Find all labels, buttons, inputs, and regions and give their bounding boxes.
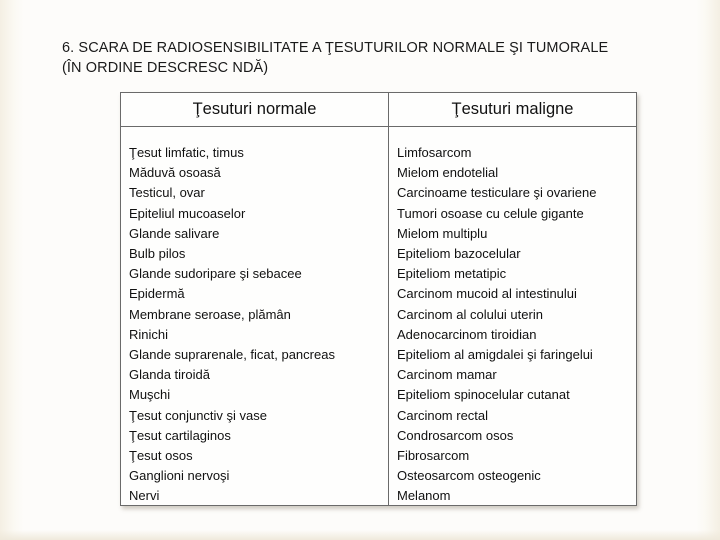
malignant-tissue-item: Melanom <box>397 488 451 504</box>
normal-tissue-item: Muşchi <box>129 387 171 403</box>
malignant-tissue-item: Carcinom mamar <box>397 367 497 383</box>
normal-tissue-item: Glande sudoripare şi sebacee <box>129 266 302 282</box>
malignant-tissue-item: Mielom multiplu <box>397 225 488 241</box>
malignant-tissues-list <box>389 127 636 507</box>
normal-tissues-column <box>121 93 389 505</box>
normal-tissue-item: Glande salivare <box>129 225 220 241</box>
malignant-tissue-item: Osteosarcom osteogenic <box>397 468 541 484</box>
malignant-tissue-item: Carcinoame testiculare şi ovariene <box>397 185 597 201</box>
slide-title <box>62 38 682 78</box>
malignant-tissue-item: Epiteliom bazocelular <box>397 246 521 262</box>
malignant-tissues-column <box>389 93 636 505</box>
malignant-tissue-item: Mielom endotelial <box>397 165 499 181</box>
normal-tissue-item: Glande suprarenale, ficat, pancreas <box>129 347 335 363</box>
normal-tissue-item: Nervi <box>129 488 160 504</box>
malignant-tissue-item: Carcinom mucoid al intestinului <box>397 286 577 302</box>
slide-title-line-1: 6. SCARA DE RADIOSENSIBILITATE A ŢESUTURILOR NORMALE ŞI TUMORALE <box>62 40 609 56</box>
normal-tissue-item: Ţesut limfatic, timus <box>129 145 244 160</box>
normal-tissues-header: Ţesuturi normale <box>121 93 388 127</box>
normal-tissue-item: Bulb pilos <box>129 246 186 262</box>
normal-tissue-item: Rinichi <box>129 326 169 342</box>
normal-tissue-item: Membrane seroase, plămân <box>129 306 291 322</box>
normal-tissue-item: Epidermă <box>129 286 185 302</box>
normal-tissue-item: Glanda tiroidă <box>129 367 210 383</box>
normal-tissue-item: Testicul, ovar <box>129 185 205 201</box>
malignant-tissue-item: Epiteliom al amigdalei şi faringelui <box>397 347 593 363</box>
radiosensitivity-table <box>120 92 637 506</box>
normal-tissues-list <box>121 127 388 507</box>
malignant-tissue-item: Epiteliom metatipic <box>397 266 507 282</box>
slide-title-line-2: (ÎN ORDINE DESCRESC NDĂ) <box>62 60 269 76</box>
malignant-tissue-item: Tumori osoase cu celule gigante <box>397 205 584 221</box>
normal-tissue-item: Ganglioni nervoşi <box>129 468 230 484</box>
normal-tissue-item: Ţesut osos <box>129 448 193 464</box>
malignant-tissue-item: Condrosarcom osos <box>397 427 514 443</box>
normal-tissue-item: Epiteliul mucoaselor <box>129 205 246 221</box>
normal-tissue-item: Măduvă osoasă <box>129 165 221 181</box>
malignant-tissue-item: Adenocarcinom tiroidian <box>397 326 537 342</box>
slide-bottom-edge <box>0 530 720 540</box>
normal-tissue-item: Ţesut cartilaginos <box>129 427 231 443</box>
malignant-tissue-item: Carcinom al colului uterin <box>397 306 543 322</box>
normal-tissue-item: Ţesut conjunctiv şi vase <box>129 407 268 423</box>
malignant-tissue-item: Fibrosarcom <box>397 448 470 464</box>
malignant-tissues-header: Ţesuturi maligne <box>389 93 636 127</box>
malignant-tissue-item: Limfosarcom <box>397 145 472 160</box>
malignant-tissue-item: Carcinom rectal <box>397 407 489 423</box>
malignant-tissue-item: Epiteliom spinocelular cutanat <box>397 387 570 403</box>
